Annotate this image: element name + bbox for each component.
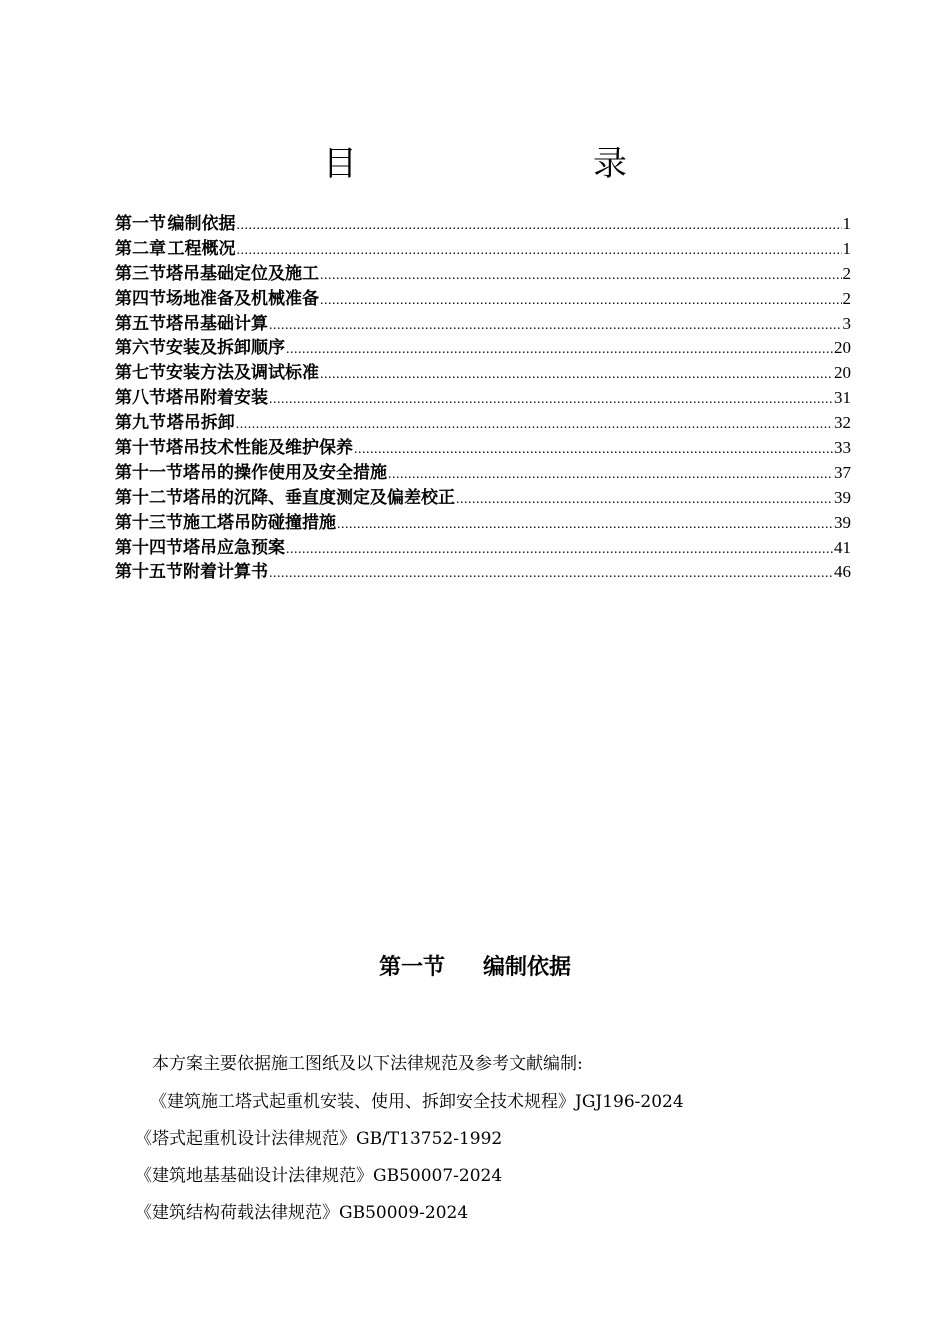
toc-item-page: 3 (842, 313, 851, 333)
toc-item-number: 第五节 (115, 313, 166, 334)
toc-item-label: 塔吊基础计算 (166, 313, 268, 334)
toc-item-label: 附着计算书 (183, 562, 268, 583)
toc-item-page: 31 (834, 388, 851, 408)
reference-item: 《建筑施工塔式起重机安装、使用、拆卸安全技术规程》JGJ196-2024 (150, 1092, 684, 1112)
toc-item-number: 第十节 (115, 438, 166, 459)
toc-item[interactable] (115, 486, 851, 511)
toc-item-label: 塔吊的沉降、垂直度测定及偏差校正 (183, 487, 455, 508)
section-heading (0, 950, 950, 984)
toc-item-number: 第三节 (115, 263, 166, 284)
toc-dot-leader (337, 513, 833, 538)
toc-dot-leader (269, 314, 842, 339)
toc-item-number: 第一节 (115, 214, 166, 234)
toc-dot-leader (286, 538, 833, 563)
toc-dot-leader (320, 363, 833, 388)
toc-item-label: 工程概况 (167, 238, 236, 259)
toc-dot-leader (269, 388, 833, 413)
toc-item[interactable] (115, 361, 851, 386)
toc-item-page: 20 (834, 338, 851, 358)
toc-item[interactable] (115, 411, 851, 436)
toc-item-page: 39 (834, 512, 851, 532)
toc-item[interactable] (115, 560, 851, 585)
section-number: 第一节 (378, 954, 445, 980)
toc-item-number: 第十一节 (115, 462, 183, 483)
toc-item[interactable] (115, 511, 851, 536)
toc-item-number: 第七节 (115, 363, 166, 384)
toc-item[interactable] (115, 386, 851, 411)
toc-dot-leader (456, 488, 833, 513)
toc-item-page: 33 (834, 438, 851, 458)
toc-item-page: 2 (842, 288, 851, 308)
toc-item-number: 第四节 (115, 288, 166, 309)
toc-item-number: 第十四节 (115, 537, 183, 558)
toc-item[interactable] (115, 436, 851, 461)
toc-item[interactable] (115, 212, 851, 237)
toc-item-label: 塔吊附着安装 (166, 388, 268, 409)
toc-item-label: 安装方法及调试标准 (166, 363, 319, 384)
toc-item-page: 37 (834, 462, 851, 482)
toc-item[interactable] (115, 262, 851, 287)
toc-dot-leader (236, 214, 841, 239)
toc-dot-leader (236, 239, 841, 264)
toc-item-number: 第十二节 (115, 487, 183, 508)
section-intro: 本方案主要依据施工图纸及以下法律规范及参考文献编制: (152, 1054, 583, 1074)
toc-item-label: 塔吊的操作使用及安全措施 (183, 462, 387, 483)
toc-item-label: 场地准备及机械准备 (166, 288, 319, 309)
toc-item-label: 塔吊应急预案 (183, 537, 285, 558)
toc-item-label: 施工塔吊防碰撞措施 (183, 512, 336, 533)
toc-item[interactable] (115, 336, 851, 361)
toc-item-number: 第九节 (115, 413, 166, 434)
section-title: 编制依据 (483, 954, 572, 980)
toc-item-page: 20 (834, 363, 851, 383)
toc-item-number: 第二章 (115, 238, 166, 259)
toc-item-page: 1 (842, 214, 851, 233)
toc-item-page: 46 (834, 562, 851, 582)
toc-dot-leader (388, 463, 833, 488)
reference-item: 《建筑结构荷载法律规范》GB50009-2024 (135, 1203, 469, 1223)
reference-item: 《建筑地基基础设计法律规范》GB50007-2024 (135, 1166, 503, 1186)
table-of-contents (115, 212, 851, 585)
toc-item-number: 第十三节 (115, 512, 183, 533)
toc-item[interactable] (115, 312, 851, 337)
toc-dot-leader (286, 338, 833, 363)
toc-item-number: 第十五节 (115, 562, 183, 583)
toc-item-page: 2 (842, 263, 851, 283)
toc-item-label: 塔吊技术性能及维护保养 (166, 438, 353, 459)
toc-dot-leader (320, 264, 842, 289)
toc-item-number: 第六节 (115, 338, 166, 359)
toc-item-label: 塔吊拆卸 (166, 413, 235, 434)
toc-item-label: 塔吊基础定位及施工 (166, 263, 319, 284)
toc-title: 目 录 (323, 144, 683, 184)
toc-item[interactable] (115, 536, 851, 561)
toc-item-page: 1 (842, 238, 851, 258)
toc-item-label: 安装及拆卸顺序 (166, 338, 285, 359)
toc-dot-leader (354, 438, 833, 463)
toc-item-page: 39 (834, 487, 851, 507)
toc-item-page: 41 (834, 537, 851, 557)
toc-dot-leader (320, 289, 842, 314)
toc-item[interactable] (115, 287, 851, 312)
toc-item[interactable] (115, 237, 851, 262)
toc-dot-leader (269, 562, 833, 587)
toc-item-number: 第八节 (115, 388, 166, 409)
toc-item[interactable] (115, 461, 851, 486)
reference-item: 《塔式起重机设计法律规范》GB/T13752-1992 (135, 1129, 503, 1149)
toc-item-page: 32 (834, 413, 851, 433)
toc-item-label: 编制依据 (167, 214, 236, 234)
toc-dot-leader (236, 413, 833, 438)
